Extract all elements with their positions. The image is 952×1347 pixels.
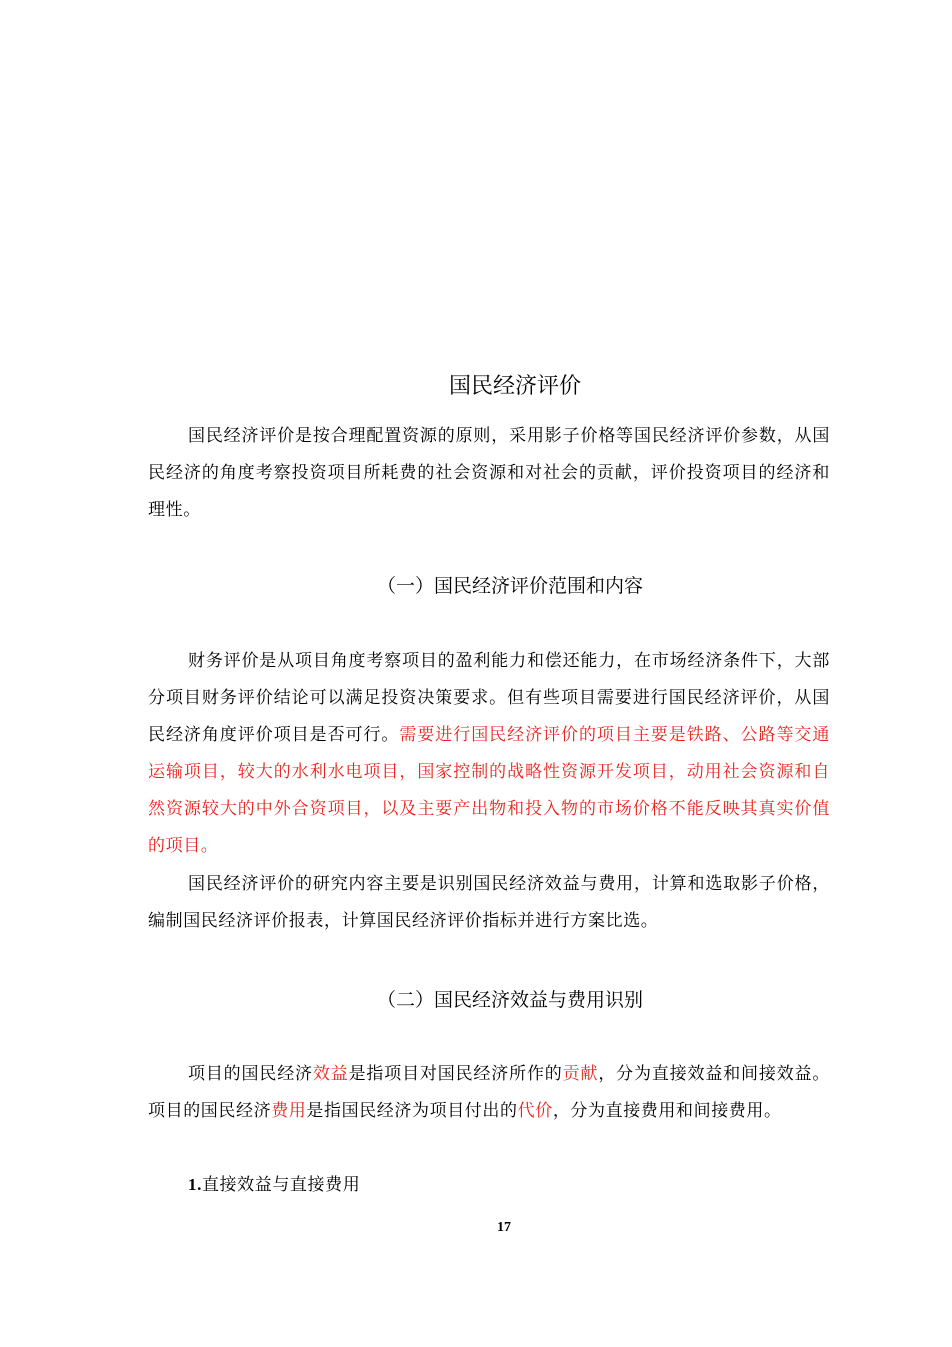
section-1-paragraph-1-text: 财务评价是从项目角度考察项目的盈利能力和偿还能力，在市场经济条件下，大部分项目财务评价结论可以满足投资决策要求。但有些项目需要进行国民经济评价，从国民经济角度评价项目是否可行。 [148, 651, 830, 745]
section-1-heading: （一）国民经济评价范围和内容 [376, 575, 643, 597]
section-2-text-1: 项目的国民经济 [188, 1064, 313, 1084]
section-2-heading: （二）国民经济效益与费用识别 [376, 989, 643, 1011]
page-number: 17 [497, 1220, 511, 1235]
highlight-benefit: 效益 [312, 1064, 349, 1084]
highlight-contribution: 贡献 [562, 1064, 599, 1084]
page-title: 国民经济评价 [448, 374, 581, 399]
subheading-text: 直接效益与直接费用 [201, 1175, 361, 1195]
section-2-text-3: ，分为直接效益和间接效益。项目的国民经济 [148, 1064, 830, 1121]
subheading-number: 1. [188, 1175, 202, 1194]
intro-paragraph: 国民经济评价是按合理配置资源的原则，采用影子价格等国民经济评价参数，从国民经济的角度考察投资项目所耗费的社会资源和对社会的贡献，评价投资项目的经济和理性。 [148, 426, 830, 520]
section-2-text-2: 是指项目对国民经济所作的 [348, 1064, 563, 1084]
section-2-paragraph [148, 1056, 830, 1130]
highlight-cost: 费用 [271, 1101, 307, 1121]
section-1-paragraph-1-highlight: 需要进行国民经济评价的项目主要是铁路、公路等交通运输项目，较大的水利水电项目，国家控制的战略性资源开发项目，动用社会资源和自然资源较大的中外合资项目，以及主要产出物和投入物的市场价格不能反映其真实价值的项目。 [148, 725, 830, 856]
section-1-paragraph-2: 国民经济评价的研究内容主要是识别国民经济效益与费用，计算和选取影子价格，编制国民经济评价报表，计算国民经济评价指标并进行方案比选。 [148, 874, 830, 931]
subheading-direct-benefit-cost [188, 1170, 360, 1200]
section-2-text-4: 是指国民经济为项目付出的 [306, 1101, 518, 1121]
section-1-paragraph-1 [148, 643, 830, 865]
highlight-price: 代价 [517, 1101, 553, 1121]
section-2-text-5: ，分为直接费用和间接费用。 [552, 1101, 782, 1121]
